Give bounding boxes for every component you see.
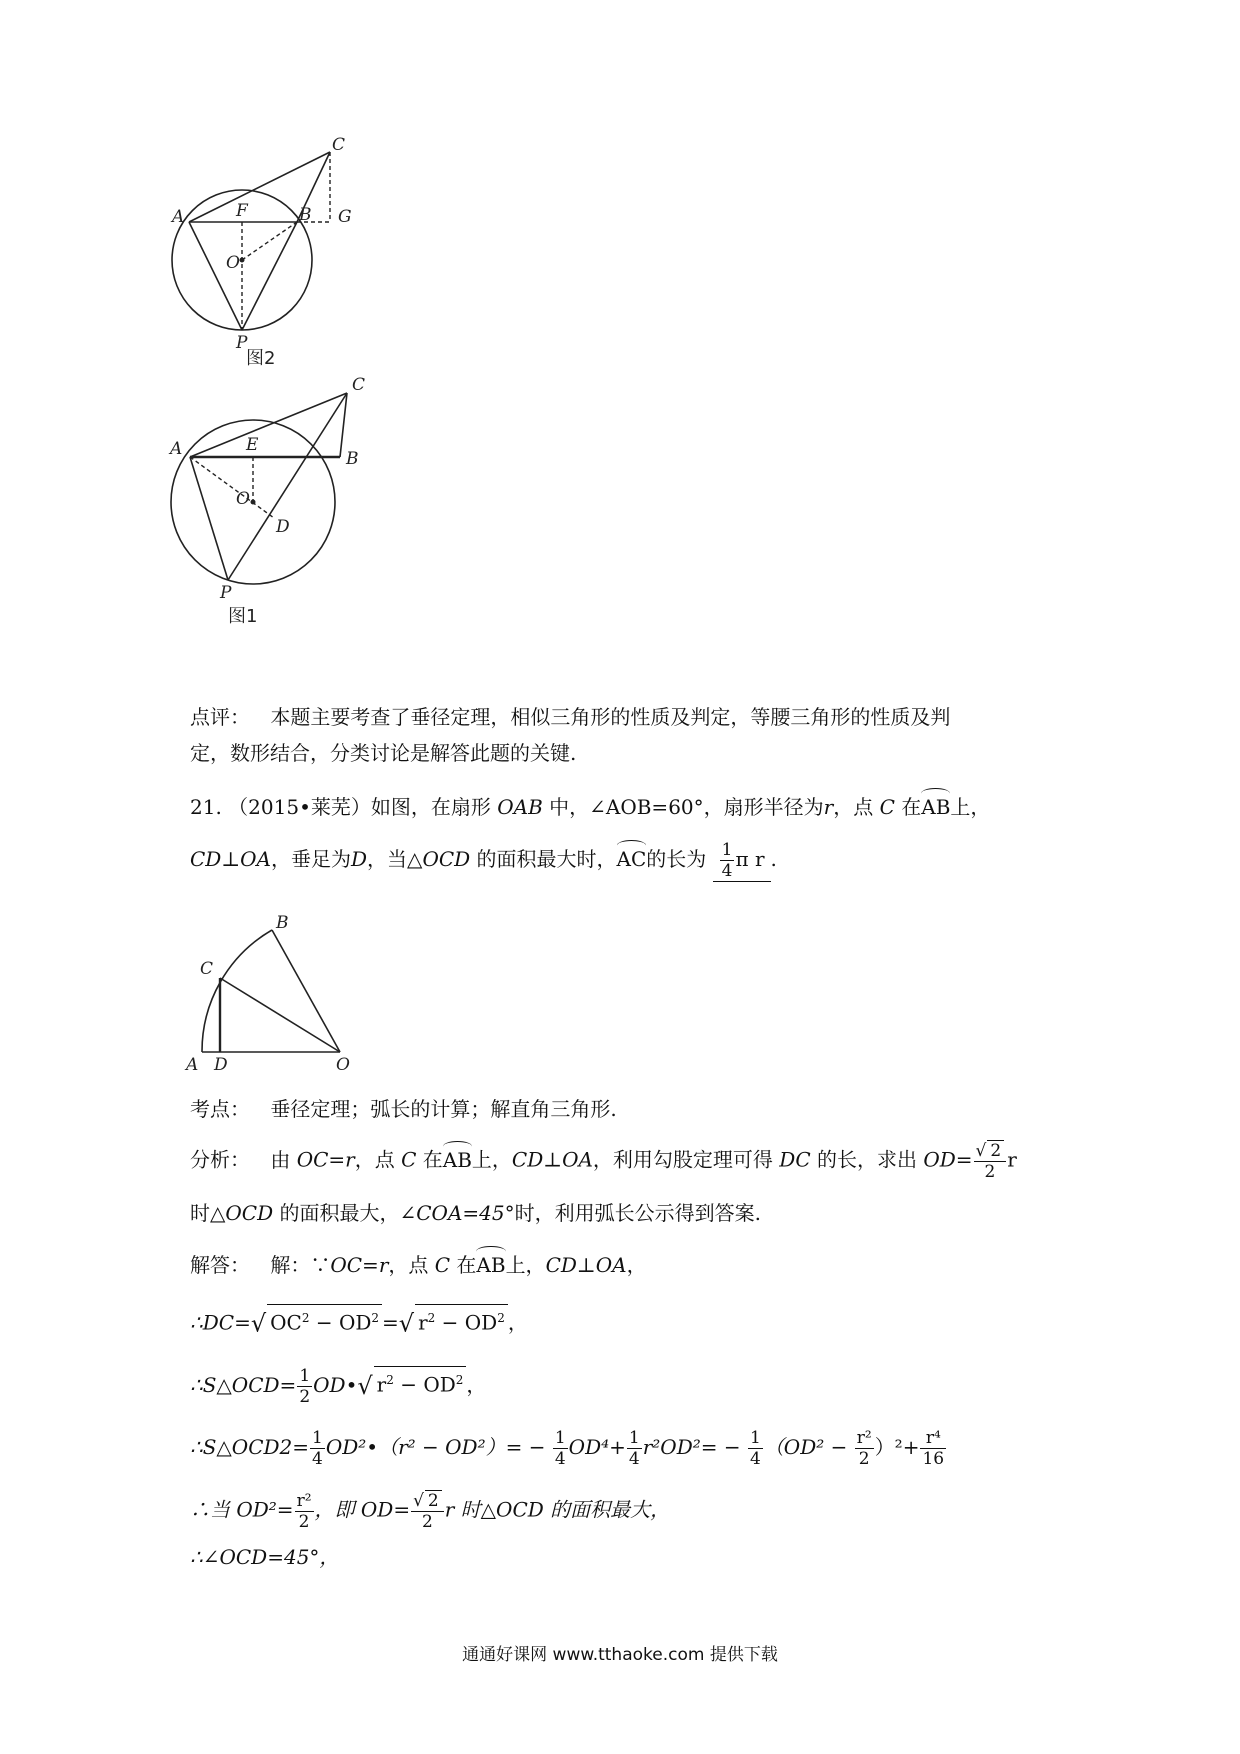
question-text: 上， bbox=[950, 795, 991, 819]
step-text: ， bbox=[466, 1373, 487, 1397]
question-text: 如图，在扇形 bbox=[370, 795, 491, 819]
arc-ab: AB bbox=[443, 1141, 472, 1173]
fenxi-text: r bbox=[1007, 1147, 1017, 1172]
fenxi-label: 分析： bbox=[190, 1147, 250, 1172]
fenxi-text: ，点 bbox=[354, 1147, 395, 1172]
step-text: r²OD²= − bbox=[642, 1435, 747, 1459]
comment-text-1: 本题主要考查了垂径定理，相似三角形的性质及判定，等腰三角形的性质及判 bbox=[270, 705, 951, 729]
question-text: 在 bbox=[901, 795, 922, 819]
step-1: ∴DC=√ $OC^2 - OD^2$ =√ $r^2 - OD^2$ ， bbox=[190, 1304, 528, 1337]
denominator: 2 bbox=[858, 1449, 870, 1469]
step-text: r 时△OCD 的面积最大， bbox=[444, 1497, 671, 1522]
jieda-label: 解答： bbox=[190, 1253, 250, 1277]
question-text: C bbox=[879, 795, 895, 819]
step-text: ∴当 OD²= bbox=[190, 1497, 294, 1522]
arc-ac: AC bbox=[617, 840, 647, 872]
answer-blank bbox=[713, 840, 771, 882]
question-source: （2015•莱芜） bbox=[228, 795, 371, 819]
label-c: C bbox=[200, 959, 214, 979]
numerator: r² bbox=[296, 1490, 312, 1511]
exponent: 2 bbox=[386, 1373, 394, 1388]
denominator: 2 bbox=[298, 1511, 310, 1532]
comment-line-2 bbox=[190, 740, 576, 766]
jieda-text: CD⊥OA bbox=[545, 1253, 627, 1277]
jieda-text: 在 bbox=[456, 1253, 477, 1277]
answer-denominator: 4 bbox=[721, 861, 733, 881]
comment-line-1 bbox=[190, 704, 950, 730]
label-b: B bbox=[299, 205, 312, 225]
question-text: r bbox=[823, 795, 834, 819]
denominator: 16 bbox=[922, 1449, 945, 1469]
question-text: OCD bbox=[422, 847, 471, 871]
jieda-text: ， bbox=[626, 1253, 647, 1277]
numerator: 1 bbox=[628, 1428, 640, 1448]
label-o: O bbox=[236, 489, 250, 509]
step-text: ∴DC= bbox=[190, 1310, 251, 1335]
step-2: ∴S△OCD= $\frac{1}{2}$ OD•√ $r^2 - OD^2$ ， bbox=[190, 1366, 487, 1407]
step-text: = bbox=[382, 1310, 399, 1335]
fenxi-text: 的长，求出 bbox=[816, 1147, 917, 1172]
numerator: 1 bbox=[749, 1428, 761, 1448]
arc-ab: AB bbox=[476, 1246, 505, 1278]
label-a: A bbox=[170, 439, 183, 459]
step-text: OD²•（r² − OD²）= − bbox=[325, 1435, 552, 1459]
label-b: B bbox=[346, 449, 359, 469]
fenxi-text: 时，利用弧长公示得到答案. bbox=[514, 1201, 761, 1225]
label-g: G bbox=[338, 207, 352, 227]
label-p: P bbox=[236, 333, 248, 353]
sqrt-term: − OD bbox=[309, 1310, 372, 1335]
jieda-text: ，点 bbox=[388, 1253, 429, 1277]
jieda-line bbox=[190, 1246, 647, 1278]
answer-numerator: 1 bbox=[721, 840, 733, 860]
fenxi-text: DC bbox=[779, 1147, 811, 1172]
numerator: 1 bbox=[312, 1428, 323, 1448]
label-p: P bbox=[220, 583, 232, 603]
fenxi-text: ，利用勾股定理可得 bbox=[592, 1147, 773, 1172]
numerator: r² bbox=[856, 1428, 872, 1448]
exponent: 2 bbox=[455, 1373, 464, 1388]
figure-caption: 图2 bbox=[246, 348, 276, 369]
label-d: D bbox=[214, 1055, 228, 1075]
step-4: ∴当 OD²= $\frac{\text{r²}}{2}$ ，即 OD= $\frac{√ 2}{2}$ r 时△OCD 的面积最大， bbox=[190, 1490, 671, 1532]
comment-label: 点评： bbox=[190, 705, 250, 729]
numerator: 1 bbox=[299, 1366, 311, 1386]
denominator: 4 bbox=[312, 1449, 323, 1469]
fenxi-text: 时△ bbox=[190, 1201, 226, 1225]
fenxi-text: CD⊥OA bbox=[511, 1147, 593, 1172]
sqrt-term: r bbox=[376, 1373, 387, 1397]
step-3 bbox=[190, 1428, 947, 1469]
exponent: 2 bbox=[371, 1311, 380, 1325]
kaodian-line bbox=[190, 1096, 617, 1122]
step-text: OD• bbox=[313, 1373, 358, 1397]
step-text: ， bbox=[507, 1310, 528, 1335]
jieda-text: OC=r bbox=[330, 1253, 389, 1277]
sqrt-term: OC bbox=[270, 1310, 302, 1335]
label-d: D bbox=[276, 517, 290, 537]
figure-1 bbox=[170, 375, 420, 700]
step-text: ∴∠OCD=45°， bbox=[190, 1545, 340, 1569]
sqrt-term: − OD bbox=[435, 1310, 498, 1335]
fenxi-text: 在 bbox=[422, 1147, 443, 1172]
sqrt-term: − OD bbox=[393, 1373, 456, 1397]
exponent: 2 bbox=[497, 1311, 505, 1325]
question-number: 21. bbox=[190, 795, 222, 819]
label-o: O bbox=[226, 253, 240, 273]
label-c: C bbox=[352, 375, 366, 395]
denominator: 2 bbox=[984, 1162, 996, 1182]
page-footer: 通通好课网 www.tthaoke.com 提供下载 bbox=[462, 1645, 778, 1665]
question-text: CD⊥OA bbox=[190, 847, 271, 871]
figure-caption: 图1 bbox=[228, 606, 258, 627]
question-21-line-1 bbox=[190, 788, 990, 820]
label-e: E bbox=[246, 435, 259, 455]
question-text: 中，∠AOB=60°，扇形半径为 bbox=[549, 795, 824, 819]
kaodian-label: 考点： bbox=[190, 1097, 250, 1121]
step-text: ）²+ bbox=[874, 1435, 920, 1459]
fenxi-text: OC=r bbox=[296, 1147, 355, 1172]
sqrt-value: 2 bbox=[987, 1140, 1004, 1161]
fenxi-line-2 bbox=[190, 1200, 761, 1226]
fenxi-text: COA=45° bbox=[416, 1201, 515, 1225]
question-text: 的面积最大时， bbox=[476, 847, 617, 871]
numerator: r⁴ bbox=[920, 1428, 946, 1449]
fenxi-line-1: 分析： 由 OC=r，点 C 在AB上，CD⊥OA，利用勾股定理可得 DC 的长，求出 OD= $\frac{√ 2}{2}$ r bbox=[190, 1141, 1017, 1182]
question-text: D bbox=[351, 847, 368, 871]
question-text: 的长为 bbox=[646, 847, 707, 871]
kaodian-text: 垂径定理；弧长的计算；解直角三角形. bbox=[270, 1097, 617, 1121]
answer-rest: π r bbox=[735, 847, 765, 871]
question-text: ，点 bbox=[833, 795, 874, 819]
question-text: ，当△ bbox=[367, 847, 423, 871]
question-text: OAB bbox=[497, 795, 543, 819]
label-f: F bbox=[236, 201, 248, 221]
step-text: ∴S△OCD2= bbox=[190, 1435, 310, 1459]
question-text: ，垂足为 bbox=[271, 847, 351, 871]
question-21-line-2 bbox=[190, 840, 777, 882]
jieda-text: 解：∵ bbox=[270, 1253, 331, 1277]
arc-ab: AB bbox=[921, 788, 950, 820]
denominator: 4 bbox=[749, 1449, 761, 1469]
sqrt-value: 2 bbox=[425, 1490, 442, 1511]
denominator: 2 bbox=[299, 1387, 311, 1407]
fenxi-text: OCD bbox=[225, 1201, 274, 1225]
exponent: 2 bbox=[301, 1311, 310, 1325]
period: . bbox=[770, 847, 777, 871]
label-a: A bbox=[186, 1055, 199, 1075]
fenxi-text: 上， bbox=[471, 1147, 512, 1172]
label-c: C bbox=[332, 135, 346, 155]
fenxi-text: OD= bbox=[923, 1147, 973, 1172]
jieda-text: 上， bbox=[505, 1253, 546, 1277]
jieda-text: C bbox=[434, 1253, 451, 1277]
label-a: A bbox=[172, 207, 185, 227]
fenxi-text: 的面积最大，∠ bbox=[279, 1201, 417, 1225]
figure-sector bbox=[180, 900, 380, 1080]
denominator: 4 bbox=[554, 1449, 566, 1469]
sqrt-term: r bbox=[418, 1310, 428, 1335]
exponent: 2 bbox=[427, 1311, 436, 1325]
label-b: B bbox=[276, 913, 289, 933]
fenxi-text: C bbox=[401, 1147, 417, 1172]
step-text: ，即 OD= bbox=[314, 1497, 411, 1522]
numerator: 1 bbox=[554, 1428, 566, 1448]
denominator: 2 bbox=[422, 1512, 433, 1532]
step-text: ∴S△OCD= bbox=[190, 1373, 297, 1397]
step-text: （OD² − bbox=[763, 1435, 854, 1459]
figure-2 bbox=[172, 135, 420, 410]
label-o: O bbox=[336, 1055, 350, 1075]
denominator: 4 bbox=[628, 1449, 640, 1469]
fenxi-text: 由 bbox=[270, 1147, 291, 1172]
step-5 bbox=[190, 1544, 339, 1570]
comment-text-2: 定，数形结合，分类讨论是解答此题的关键. bbox=[190, 741, 577, 765]
step-text: OD⁴+ bbox=[568, 1435, 626, 1459]
